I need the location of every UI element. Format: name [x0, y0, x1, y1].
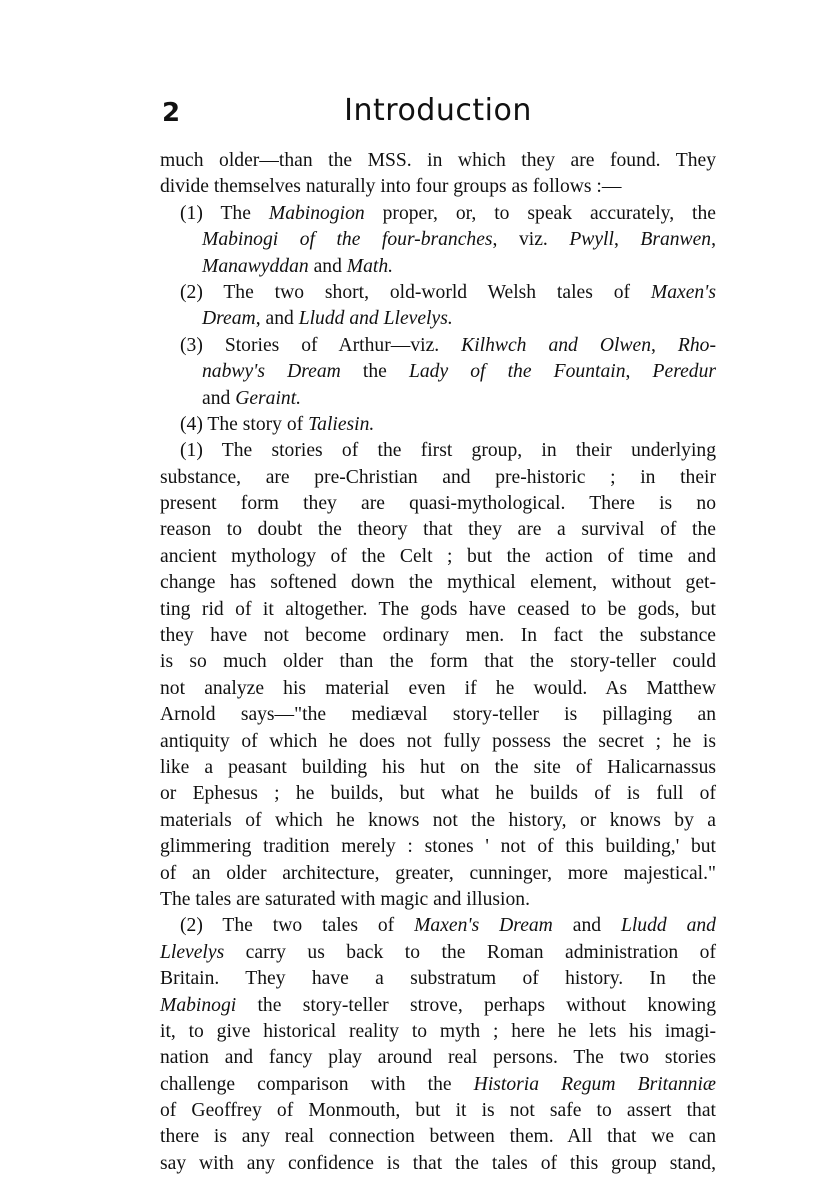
- text-line: [160, 1072, 716, 1098]
- text-line: [160, 649, 716, 675]
- text-line: [160, 861, 716, 887]
- italic-title: Lludd and Llevelys.: [298, 308, 453, 330]
- text-line: [160, 174, 716, 200]
- text-segment: the story-teller strove, perhaps without knowing: [236, 994, 716, 1016]
- text-segment: ,: [651, 334, 678, 356]
- text-segment: present form they are quasi-mythological. There is no: [160, 493, 716, 515]
- text-line: [160, 359, 716, 385]
- text-segment: (4) The story of: [180, 413, 309, 435]
- text-segment: and: [202, 387, 236, 409]
- text-line: [160, 517, 716, 543]
- text-segment: there is any real connection between them. All that we can: [160, 1126, 716, 1148]
- text-segment: (2) The two tales of: [180, 915, 415, 937]
- text-segment: or Ephesus ; he builds, but what he builds of is full of: [160, 783, 716, 805]
- text-segment: of Geoffrey of Monmouth, but it is not safe to assert that: [160, 1100, 716, 1122]
- text-line: [160, 280, 716, 306]
- text-segment: it, to give historical reality to myth ; here he lets his imagi-: [160, 1020, 716, 1042]
- text-segment: they have not become ordinary men. In fact the substance: [160, 625, 716, 647]
- italic-title: Rho-: [677, 334, 716, 356]
- text-line: [160, 544, 716, 570]
- text-line: [160, 570, 716, 596]
- italic-title: Kilhwch and Olwen: [461, 334, 652, 356]
- text-segment: and: [552, 915, 621, 937]
- italic-title: Manawyddan: [202, 255, 309, 277]
- text-segment: Arnold says—"the mediæval story-teller is pillaging an: [160, 704, 716, 726]
- text-segment: (1) The: [180, 202, 269, 224]
- text-line: [160, 623, 716, 649]
- body-text: [160, 148, 716, 1177]
- text-line: [160, 834, 716, 860]
- text-line: [160, 676, 716, 702]
- text-line: [160, 306, 716, 332]
- text-segment: change has softened down the mythical element, without get-: [160, 572, 716, 594]
- text-segment: not analyze his material even if he would. As Matthew: [160, 677, 716, 699]
- text-segment: (2) The two short, old-world Welsh tales of: [180, 281, 651, 303]
- text-line: [160, 729, 716, 755]
- text-segment: (3) Stories of Arthur—viz.: [180, 334, 462, 356]
- text-segment: proper, or, to speak accurately, the: [364, 202, 716, 224]
- text-segment: nation and fancy play around real persons. The two stories: [160, 1047, 716, 1069]
- text-line: [160, 438, 716, 464]
- text-segment: , and: [255, 308, 299, 330]
- italic-title: Peredur: [652, 361, 717, 383]
- italic-title: Maxen's: [650, 281, 716, 303]
- text-segment: ,: [613, 229, 641, 251]
- text-line: [160, 781, 716, 807]
- text-line: [160, 465, 716, 491]
- italic-title: Branwen: [640, 229, 712, 251]
- italic-title: Llevelys: [160, 941, 225, 963]
- text-line: [160, 913, 716, 939]
- text-segment: reason to doubt the theory that they are a survival of the: [160, 519, 716, 541]
- italic-title: Math.: [346, 255, 394, 277]
- text-segment: challenge comparison with the: [160, 1073, 474, 1095]
- text-segment: antiquity of which he does not fully possess the secret ; he is: [160, 730, 716, 752]
- italic-title: Pwyll: [569, 229, 614, 251]
- text-line: [160, 1151, 716, 1177]
- italic-title: Lludd and: [620, 915, 716, 937]
- italic-title: Dream: [202, 308, 256, 330]
- text-segment: Britain. They have a substratum of history. In the: [160, 968, 716, 990]
- text-segment: The tales are saturated with magic and illusion.: [160, 888, 530, 910]
- italic-title: Geraint.: [235, 387, 302, 409]
- text-line: [160, 887, 716, 913]
- text-line: [160, 1098, 716, 1124]
- text-line: [160, 940, 716, 966]
- text-segment: materials of which he knows not the history, or knows by a: [160, 809, 716, 831]
- text-line: [160, 333, 716, 359]
- text-line: [160, 1124, 716, 1150]
- text-segment: like a peasant building his hut on the site of Halicarnassus: [160, 756, 716, 778]
- text-line: [160, 412, 716, 438]
- text-line: [160, 808, 716, 834]
- text-line: [160, 201, 716, 227]
- text-segment: (1) The stories of the first group, in their underlying: [180, 440, 716, 462]
- text-segment: is so much older than the form that the story-teller could: [160, 651, 716, 673]
- text-segment: ancient mythology of the Celt ; but the action of time and: [160, 545, 716, 567]
- text-segment: glimmering tradition merely : stones ' not of this building,' but: [160, 836, 716, 858]
- text-line: [160, 1019, 716, 1045]
- text-line: [160, 386, 716, 412]
- italic-title: nabwy's Dream: [202, 361, 341, 383]
- text-segment: say with any confidence is that the tales of this group stand,: [160, 1152, 716, 1174]
- italic-title: Lady of the Fountain: [408, 361, 626, 383]
- text-segment: ,: [625, 361, 653, 383]
- italic-title: Mabinogion: [268, 202, 365, 224]
- text-line: [160, 966, 716, 992]
- page-number: 2: [162, 98, 181, 128]
- italic-title: Mabinogi: [160, 994, 237, 1016]
- text-line: [160, 993, 716, 1019]
- text-line: [160, 254, 716, 280]
- text-segment: substance, are pre-Christian and pre-historic ; in their: [160, 466, 716, 488]
- text-line: [160, 702, 716, 728]
- text-segment: carry us back to the Roman administration of: [224, 941, 716, 963]
- text-segment: much older—than the MSS. in which they are found. They: [160, 150, 716, 171]
- text-line: [160, 597, 716, 623]
- text-line: [160, 491, 716, 517]
- running-head: Introduction: [344, 93, 532, 128]
- text-segment: , viz.: [492, 229, 570, 251]
- text-line: [160, 148, 716, 174]
- italic-title: Historia Regum Britanniæ: [473, 1073, 716, 1095]
- text-line: [160, 227, 716, 253]
- italic-title: Taliesin.: [308, 413, 375, 435]
- text-segment: of an older architecture, greater, cunninger, more majestical.": [160, 862, 716, 884]
- text-segment: divide themselves naturally into four groups as follows :—: [160, 176, 622, 198]
- text-line: [160, 1045, 716, 1071]
- text-line: [160, 755, 716, 781]
- italic-title: Maxen's Dream: [414, 915, 553, 937]
- text-segment: the: [340, 361, 409, 383]
- text-segment: and: [308, 255, 347, 277]
- text-segment: ting rid of it altogether. The gods have ceased to be gods, but: [160, 598, 716, 620]
- page-header: [158, 92, 718, 136]
- text-segment: ,: [711, 229, 717, 251]
- italic-title: Mabinogi of the four-branches: [202, 229, 493, 251]
